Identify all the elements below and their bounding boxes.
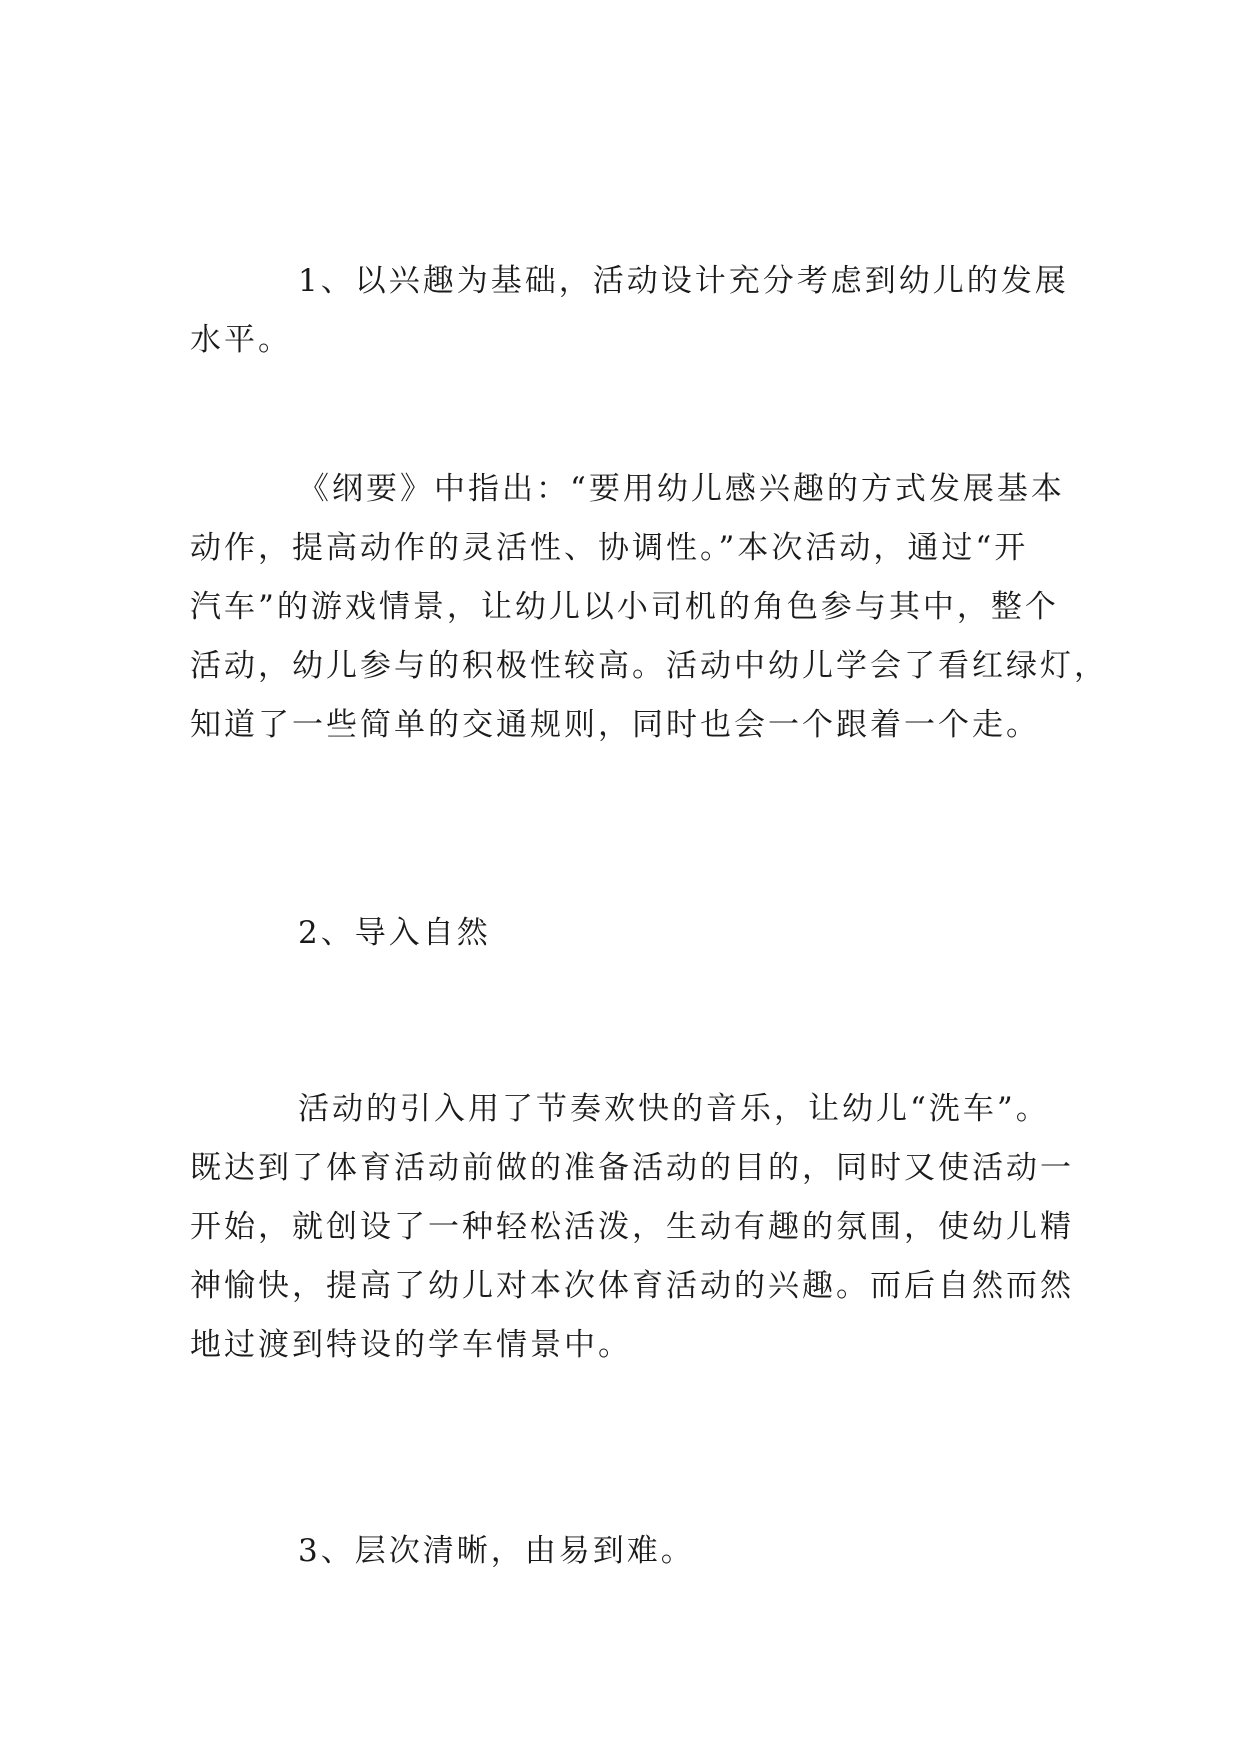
heading-clear-levels (190, 1522, 1050, 1581)
paragraph-line: 汽车”的游戏情景，让幼儿以小司机的角色参与其中，整个 (190, 589, 1059, 625)
paragraph-line: 开始，就创设了一种轻松活泼，生动有趣的氛围，使幼儿精 (190, 1209, 1074, 1245)
paragraph-line: 知道了一些简单的交通规则，同时也会一个跟着一个走。 (190, 707, 1040, 743)
paragraph-line: 《纲要》中指出：“要用幼儿感兴趣的方式发展基本 (298, 471, 1065, 507)
paragraph-interest-basis (190, 252, 1069, 370)
paragraph-activity-intro (190, 1080, 1074, 1375)
paragraph-line: 2、导入自然 (298, 915, 491, 951)
paragraph-line: 1、以兴趣为基础，活动设计充分考虑到幼儿的发展 (298, 263, 1069, 299)
paragraph-line: 地过渡到特设的学车情景中。 (190, 1327, 632, 1363)
paragraph-line: 活动，幼儿参与的积极性较高。活动中幼儿学会了看红绿灯， (190, 648, 1108, 684)
paragraph-line: 神愉快，提高了幼儿对本次体育活动的兴趣。而后自然而然 (190, 1268, 1074, 1304)
paragraph-line: 既达到了体育活动前做的准备活动的目的，同时又使活动一 (190, 1150, 1074, 1186)
heading-natural-intro (190, 904, 1050, 963)
paragraph-line: 水平。 (190, 322, 292, 358)
paragraph-line: 活动的引入用了节奏欢快的音乐，让幼儿“洗车”。 (298, 1091, 1050, 1127)
paragraph-line: 动作，提高动作的灵活性、协调性。”本次活动，通过“开 (190, 530, 1029, 566)
paragraph-outline-quote (190, 460, 1108, 755)
paragraph-line: 3、层次清晰，由易到难。 (298, 1533, 695, 1569)
